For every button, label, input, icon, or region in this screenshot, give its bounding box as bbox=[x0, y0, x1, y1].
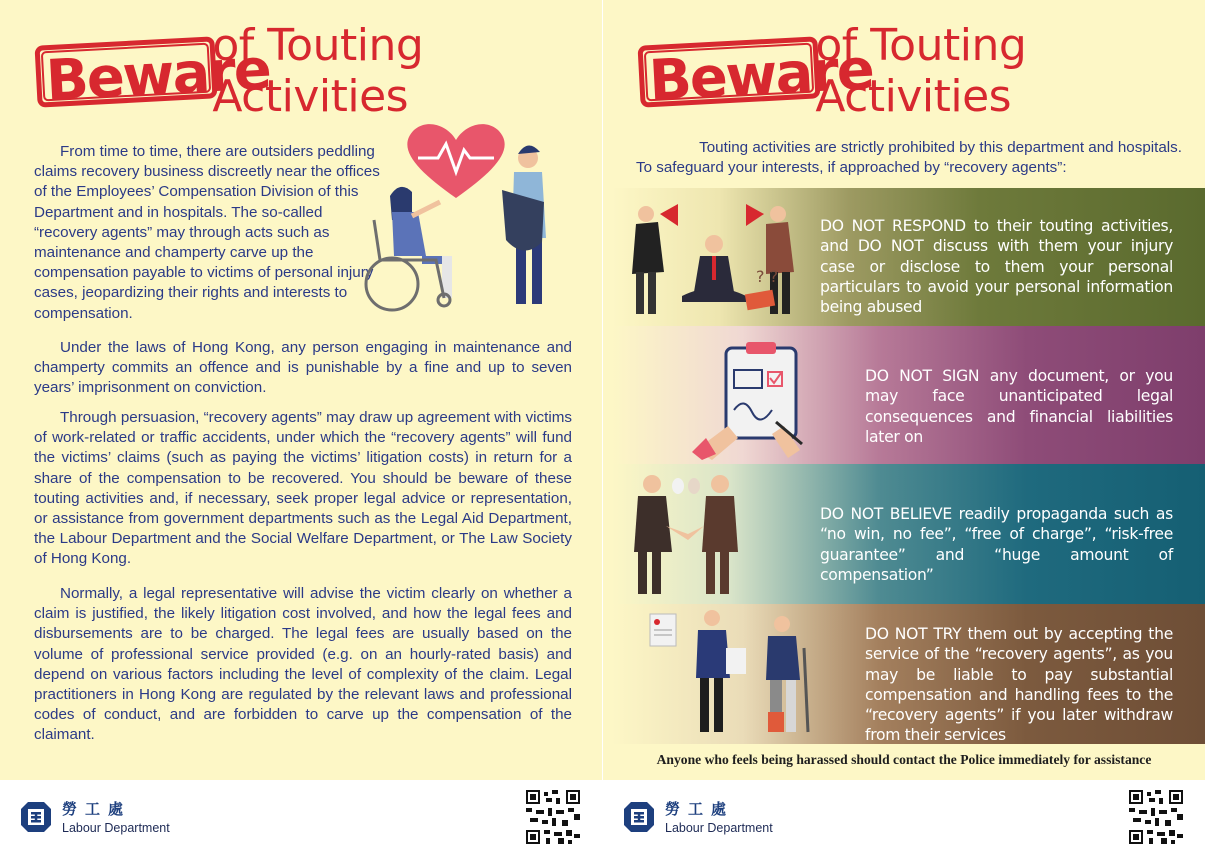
stamp-word: Beware bbox=[44, 37, 272, 114]
title-text: of Touting Activities bbox=[815, 20, 1027, 122]
paragraph-legal-representative: Normally, a legal representative will advise the victim clearly on whether a claim is justified, the likely litigation cost involved, and how the legal fees and disbursements are to be charged. The legal fees are usually based on the volume of professional service provided (e.g. on an hourly-rated basis) and depend on various factors including the level of complexity of the claim. Legal practitioners in Hong Kong are regulated by the relevant laws and professional codes of conduct, and are forbidden to carve up the compensation of the claimant. bbox=[34, 585, 572, 744]
handshake-icon bbox=[634, 475, 738, 594]
svg-text:? ?: ? ? bbox=[756, 267, 779, 286]
title-text: of Touting Activities bbox=[212, 20, 424, 122]
paragraph-intro: From time to time, there are outsiders peddling claims recovery business discreetly near the offices of the Employees’ Compensation Division of this Department and in hospitals. The so-called “recovery agents” may through acts such as maintenance and champerty carve up the compensation payable to victims of personal injury cases, jeopardizing their rights and interests to compensation. bbox=[34, 143, 380, 322]
left-panel bbox=[0, 0, 602, 780]
org-name-cn: 勞工處 bbox=[665, 800, 735, 818]
intro-text bbox=[636, 138, 1188, 179]
advice-band-do-not-respond bbox=[612, 188, 1205, 326]
paragraph-persuasion: Through persuasion, “recovery agents” may draw up agreement with victims of work-related or traffic accidents, under which the “recovery agents” will fund the victims’ claims (such as paying the victims’ litigation costs) in return for a share of the compensation to be recovered. You should be beware of these touting activities and, if necessary, seek proper legal advice or representation, or assistance from government departments such as the Legal Aid Department, the Labour Department and the Social Welfare Department, or The Law Society of Hong Kong. bbox=[34, 409, 572, 568]
wheelchair-illustration bbox=[356, 120, 572, 320]
beware-stamp bbox=[633, 31, 875, 114]
org-name-cn: 勞工處 bbox=[62, 800, 132, 818]
right-title bbox=[633, 20, 1205, 122]
heart-pulse-icon bbox=[407, 124, 504, 198]
paragraph-law: Under the laws of Hong Kong, any person engaging in maintenance and champerty commits an offence and is punishable by a fine and up to seven years’ imprisonment on conviction. bbox=[34, 339, 572, 397]
right-footer bbox=[603, 780, 1205, 850]
police-notice: Anyone who feels being harassed should contact the Police immediately for assistance bbox=[656, 752, 1152, 767]
band-text: DO NOT RESPOND to their touting activities, and DO NOT discuss with them your injury case or disclose to them your personal particulars to avoid your personal information being abused bbox=[820, 217, 1173, 317]
org-name-en: Labour Department bbox=[665, 821, 773, 835]
advice-band-do-not-sign bbox=[612, 326, 1205, 464]
org-name-en: Labour Department bbox=[62, 821, 170, 835]
advice-band-do-not-believe bbox=[612, 464, 1205, 604]
band-text: DO NOT BELIEVE readily propaganda such as “no win, no fee”, “free of charge”, “risk-free guarantee” and “huge amount of compensation” bbox=[820, 505, 1173, 584]
band-text: DO NOT SIGN any document, or you may face unanticipated legal consequences and financial liabilities later on bbox=[865, 367, 1173, 446]
labour-department-logo bbox=[623, 798, 773, 835]
stamp-word: Beware bbox=[647, 37, 875, 114]
advice-band-do-not-try bbox=[612, 604, 1205, 744]
handshake-masks-illustration bbox=[616, 468, 816, 598]
intro-line-2: To safeguard your interests, if approached by “recovery agents”: bbox=[636, 159, 1067, 177]
labour-department-logo bbox=[20, 798, 170, 835]
clipboard-icon bbox=[726, 342, 796, 438]
left-footer bbox=[0, 780, 602, 850]
labour-department-logo-mark bbox=[20, 801, 52, 833]
qr-code-icon[interactable] bbox=[526, 790, 580, 844]
qr-code-icon[interactable] bbox=[1129, 790, 1183, 844]
agent-and-injured-worker-illustration bbox=[616, 608, 816, 738]
beware-stamp bbox=[30, 31, 272, 114]
intro-line-1: Touting activities are strictly prohibited by this department and hospitals. bbox=[699, 139, 1182, 156]
labour-department-logo-mark bbox=[623, 801, 655, 833]
signing-document-illustration bbox=[616, 330, 816, 460]
megaphone-icon bbox=[632, 204, 678, 314]
left-title bbox=[30, 20, 602, 122]
touting-agents-illustration bbox=[616, 192, 816, 322]
band-text: DO NOT TRY them out by accepting the service of the “recovery agents”, as you may be liable to pay substantial compensation and handling fees to the “recovery agents” if you later withdraw from their services bbox=[865, 625, 1173, 745]
